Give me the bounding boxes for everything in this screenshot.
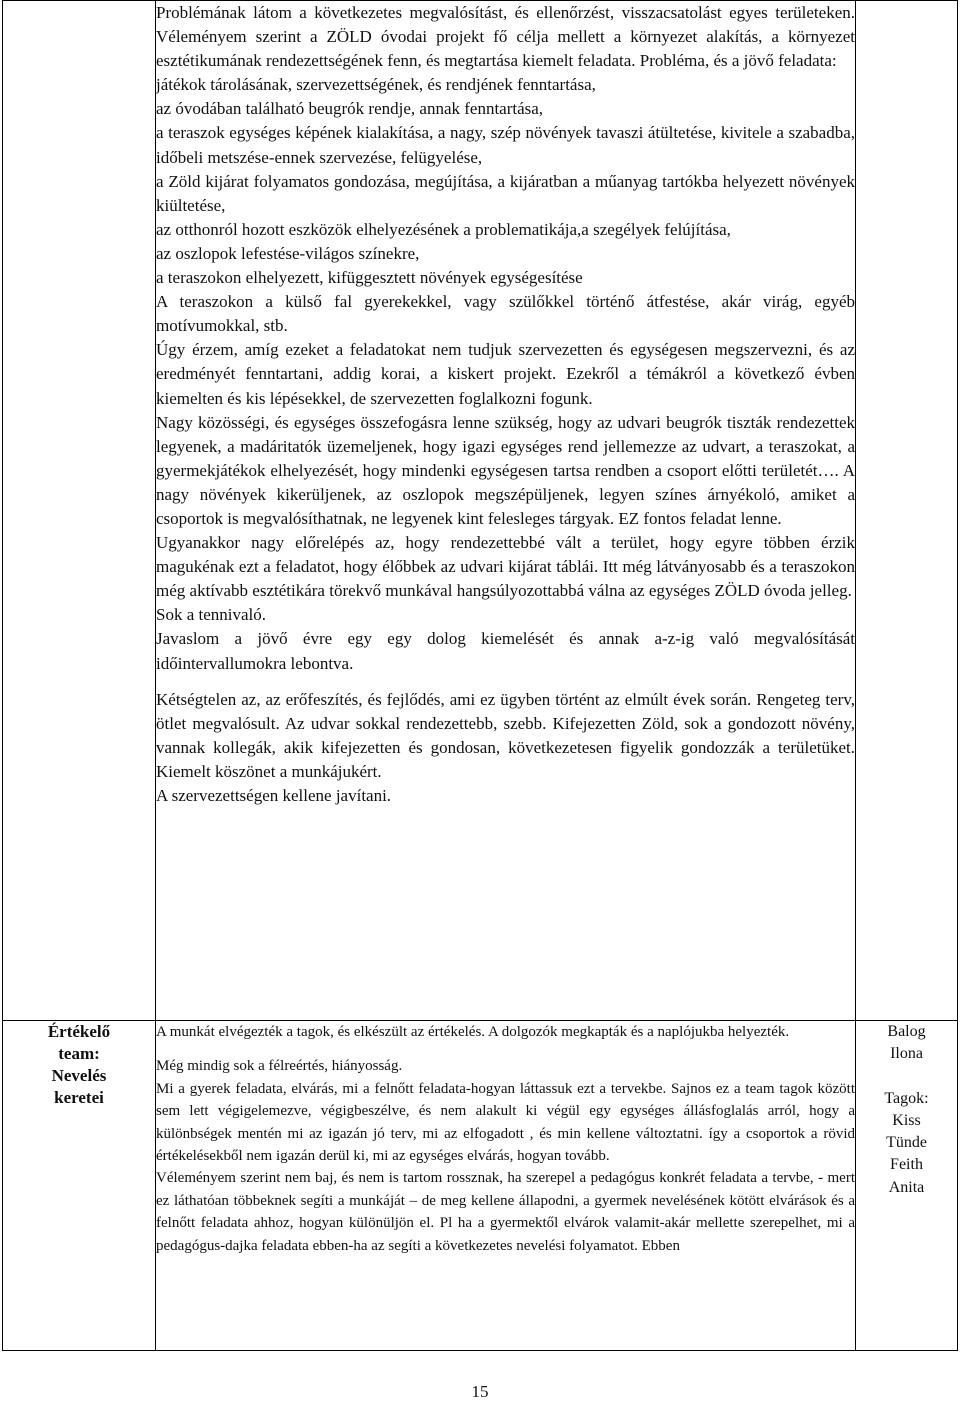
members-label: Tagok:: [884, 1089, 929, 1107]
evaluation-team-label: [3, 1021, 156, 1351]
left-empty-cell: [3, 1, 156, 1021]
label-line: Értékelő: [47, 1022, 111, 1041]
member-name-line: Tünde: [886, 1134, 927, 1152]
body-paragraph: Úgy érzem, amíg ezeket a feladatokat nem tudjuk szervezetten és egységesen megszervezni, és az eredményét fenntartani, addig korai, a kiskert projekt. Ezekről a témákról a következő évben kiemelten és kis lépésekkel, de szervezetten foglalkozni fogunk.: [156, 340, 855, 408]
list-item: az óvodában található beugrók rendje, annak fenntartása,: [156, 99, 544, 119]
table-row-evaluation: [3, 1021, 958, 1351]
body-paragraph: Nagy közösségi, és egységes összefogásra lenne szükség, hogy az udvari beugrók tiszták rendezettek legyenek, a madáritatók üzemeljenek, hogy igazi egységes rend jellemezze az udvart, a teraszokat, a gyermekjátékok elhelyezését, hogy mindenki egységesen tartsa rendben a csoport előtti területét…. A nagy növények kikerüljenek, az oszlopok megszépüljenek, legyen színes árnyékoló, amiket a csoportok is megvalósíthatnak, ne legyenek kint felesleges tárgyak. EZ fontos feladat lenne.: [156, 412, 855, 528]
evaluation-paragraph: A munkát elvégezték a tagok, és elkészült az értékelés. A dolgozók megkapták és a naplójukba helyezték.: [156, 1024, 790, 1040]
leader-name-line: Ilona: [890, 1045, 923, 1063]
list-item: A teraszokon a külső fal gyerekekkel, vagy szülőkkel történő átfestése, akár virág, egyéb motívumokkal, stb.: [156, 292, 855, 336]
label-line: keretei: [54, 1088, 104, 1107]
list-item: játékok tárolásának, szervezettségének, és rendjének fenntartása,: [156, 75, 596, 95]
leader-name-line: Balog: [887, 1023, 926, 1040]
intro-paragraph: Problémának látom a következetes megvalósítást, és ellenőrzést, visszacsatolást egyes területeken. Véleményem szerint a ZÖLD óvodai projekt fő célja mellett a környezet alakítás, a környezet esztétikumának rendezettségének fenn, és megtartása kiemelt feladata. Probléma, és a jövő feladata:: [156, 3, 855, 71]
list-item: az otthonról hozott eszközök elhelyezésének a problematikája,a szegélyek felújítása,: [156, 219, 731, 239]
evaluation-paragraph: Véleményem szerint nem baj, és nem is tartom rossznak, ha szerepel a pedagógus konkrét feladata a tervbe, - mert ez láthatóan többeknek segíti a munkáját – de meg kellene állapodni, a gyermek nevelésének kötött elvárások és a felnőtt feladata ahhoz, hogyan különüljön el. Pl ha a gyermektől elvárok valamit-akár mellette szerepelhet, mi a pedagógus-dajka feladata ebben-ha az segíti a következetes nevelési folyamatot. Ebben: [156, 1170, 855, 1254]
document-table: [2, 0, 958, 1351]
right-empty-cell: [856, 1, 958, 1021]
page-number: 15: [471, 1382, 489, 1401]
label-line: team:: [58, 1044, 100, 1063]
spacer: [856, 1066, 957, 1088]
team-members-cell: [856, 1021, 958, 1351]
problems-text-cell: [156, 1, 856, 1021]
evaluation-paragraph: Mi a gyerek feladata, elvárás, mi a felnőtt feladata-hogyan láttassuk ezt a tervekbe. Sajnos ez a team tagok között sem lett végigelemezve, végigbeszélve, és nem alakult ki végül egy egységes állásfoglalás arról, hogy a különbségek mentén mi az igazán jó terv, mi az elfogadott , és min kellene változtatni. így a csoportok a rövid értékelésekből nem igazán derül ki, mi az egységes elvárás, hogyan tovább.: [156, 1080, 855, 1165]
member-name-line: Feith: [890, 1156, 923, 1174]
body-paragraph: Javaslom a jövő évre egy egy dolog kiemelését és annak a-z-ig való megvalósítását időintervallumokra lebontva.: [156, 629, 855, 673]
body-paragraph: Sok a tennivaló.: [156, 605, 267, 625]
list-item: a Zöld kijárat folyamatos gondozása, megújítása, a kijáratban a műanyag tartókba helyezett növények kiültetése,: [156, 171, 855, 215]
body-paragraph: Ugyanakkor nagy előrelépés az, hogy rendezettebbé vált a terület, hogy egyre többen érzik magukénak ezt a feladatot, hogy élőbbek az udvari kijárat táblái. Itt még látványosabb és a teraszokon még aktívabb esztétikára törekvő munkával hangsúlyozottabbá válna az egységes ZÖLD óvoda jelleg.: [156, 533, 855, 601]
list-item: a teraszokon elhelyezett, kifüggesztett növények egységesítése: [156, 268, 583, 288]
evaluation-text-cell: [156, 1021, 856, 1351]
list-item: az oszlopok lefestése-világos színekre,: [156, 243, 420, 263]
table-row-problems: [3, 1, 958, 1021]
label-line: Nevelés: [51, 1066, 107, 1085]
list-item: a teraszok egységes képének kialakítása, a nagy, szép növények tavaszi átültetése, kivitele a szabadba, időbeli metszése-ennek szervezése, felügyelése,: [156, 123, 855, 167]
evaluation-paragraph: Még mindig sok a félreértés, hiányosság.: [156, 1058, 403, 1075]
closing-paragraph: Kétségtelen az, az erőfeszítés, és fejlődés, ami ez ügyben történt az elmúlt évek során. Rengeteg terv, ötlet megvalósult. Az udvar sokkal rendezettebb, szebb. Kifejezetten Zöld, sok a gondozott növény, vannak kollegák, akik kifejezetten és gondosan, következetesen figyelik gondozzák a területüket. Kiemelt köszönet a munkájukért.: [156, 689, 855, 781]
closing-paragraph: A szervezettségen kellene javítani.: [156, 786, 392, 805]
member-name-line: Kiss: [892, 1111, 921, 1129]
member-name-line: Anita: [888, 1178, 925, 1196]
